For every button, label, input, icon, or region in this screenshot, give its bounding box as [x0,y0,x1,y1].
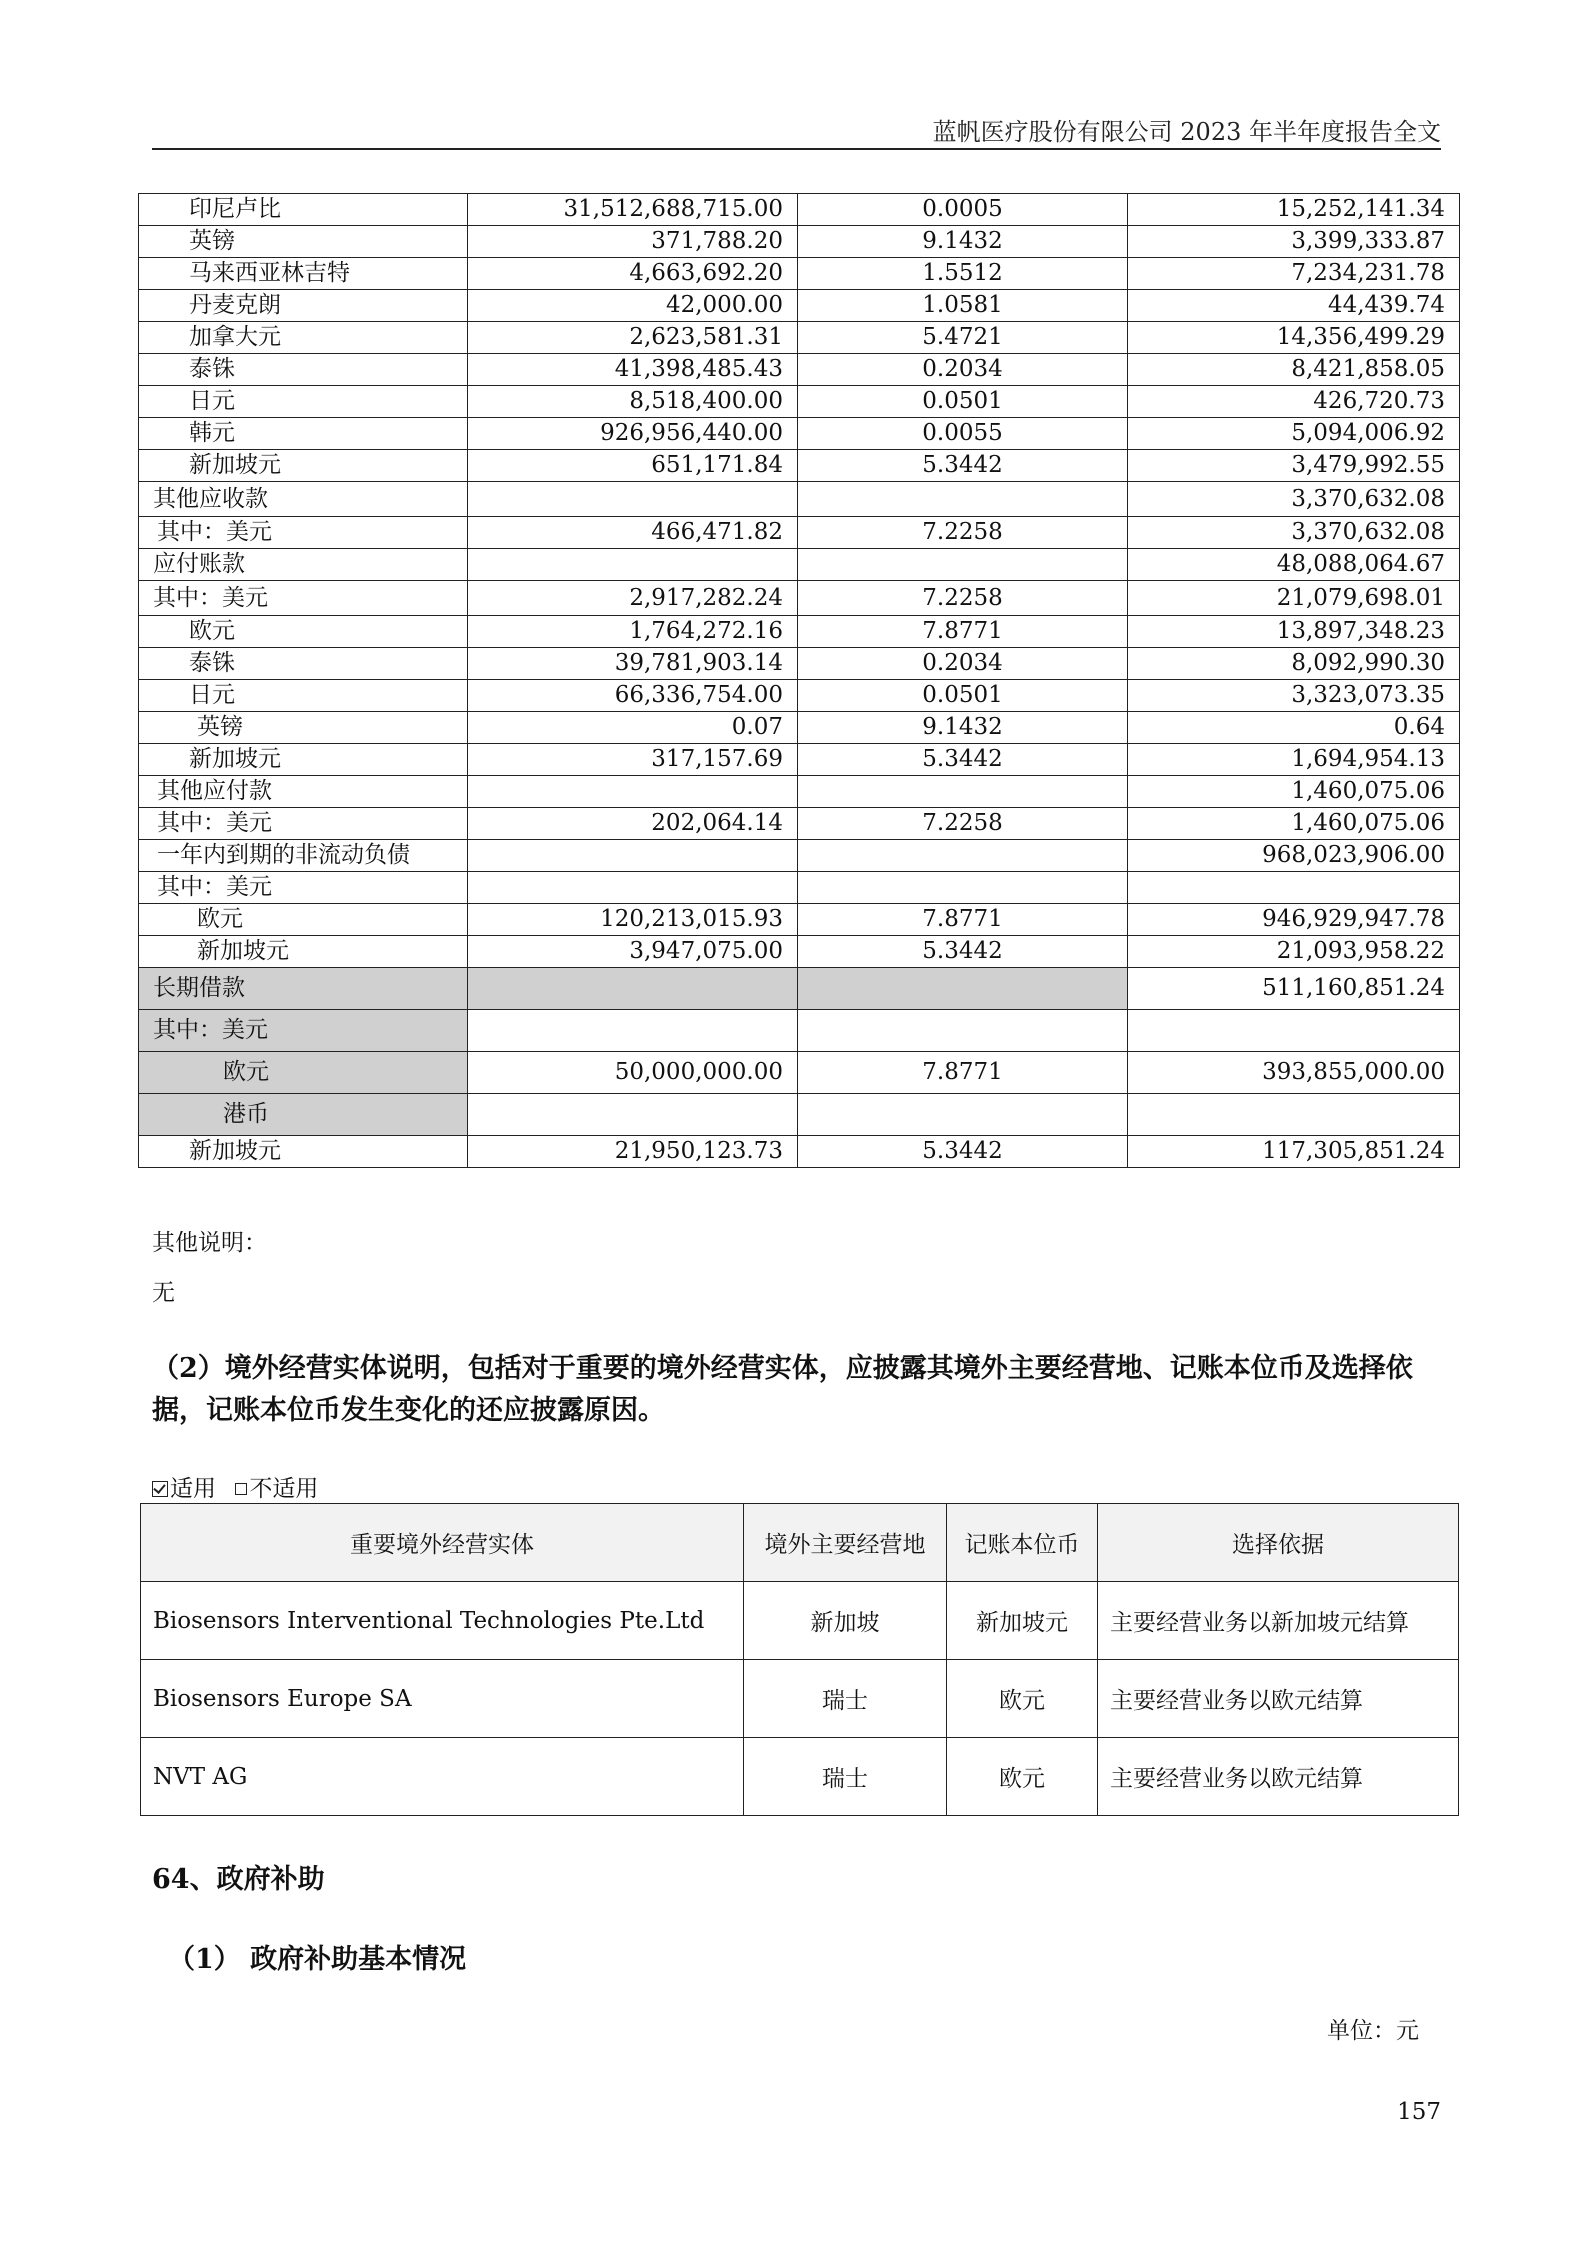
table-row [139,1052,1460,1094]
rmb-amount [1128,872,1460,904]
rmb-amount: 511,160,851.24 [1128,968,1460,1010]
table-row [141,1660,1459,1738]
exchange-rate: 1.0581 [798,290,1128,322]
exchange-rate: 7.8771 [798,904,1128,936]
foreign-amount [468,968,798,1010]
rmb-amount: 21,093,958.22 [1128,936,1460,968]
exchange-rate: 0.0055 [798,418,1128,450]
row-label: 长期借款 [139,968,468,1010]
table-row [139,482,1460,517]
row-label: 应付账款 [139,549,468,581]
table-row [139,744,1460,776]
rmb-amount: 21,079,698.01 [1128,581,1460,616]
exchange-rate [798,872,1128,904]
not-applicable-label: 不适用 [249,1476,319,1502]
table-row [139,840,1460,872]
foreign-amount [468,776,798,808]
operating-location: 瑞士 [744,1738,947,1816]
rmb-amount: 117,305,851.24 [1128,1136,1460,1168]
table-row [139,904,1460,936]
exchange-rate: 9.1432 [798,712,1128,744]
rmb-amount: 5,094,006.92 [1128,418,1460,450]
table-row [139,290,1460,322]
exchange-rate: 5.3442 [798,1136,1128,1168]
foreign-amount [468,1010,798,1052]
exchange-rate: 0.0501 [798,680,1128,712]
rmb-amount: 13,897,348.23 [1128,616,1460,648]
table-row [139,872,1460,904]
foreign-amount: 66,336,754.00 [468,680,798,712]
row-label: 泰铢 [139,648,468,680]
exchange-rate: 7.2258 [798,581,1128,616]
foreign-amount: 1,764,272.16 [468,616,798,648]
exchange-rate [798,840,1128,872]
exchange-rate [798,549,1128,581]
rmb-amount: 48,088,064.67 [1128,549,1460,581]
column-header: 境外主要经营地 [744,1504,947,1582]
row-label: 其中：美元 [139,872,468,904]
row-label: 新加坡元 [139,744,468,776]
table-row [139,1010,1460,1052]
table-row [139,354,1460,386]
rmb-amount: 3,370,632.08 [1128,482,1460,517]
rmb-amount: 393,855,000.00 [1128,1052,1460,1094]
row-label: 欧元 [139,616,468,648]
exchange-rate: 0.2034 [798,354,1128,386]
applicability-options [152,1470,318,1503]
table-row [141,1738,1459,1816]
exchange-rate: 7.8771 [798,1052,1128,1094]
other-notes-label: 其他说明： [152,1230,267,1256]
section-64-heading: 64、政府补助 [152,1864,325,1895]
table-row [141,1582,1459,1660]
rmb-amount: 8,092,990.30 [1128,648,1460,680]
foreign-amount: 2,623,581.31 [468,322,798,354]
table-row [139,322,1460,354]
exchange-rate [798,968,1128,1010]
selection-basis: 主要经营业务以新加坡元结算 [1098,1582,1459,1660]
rmb-amount: 1,460,075.06 [1128,808,1460,840]
rmb-amount [1128,1010,1460,1052]
table-row [139,808,1460,840]
exchange-rate [798,1010,1128,1052]
rmb-amount: 3,399,333.87 [1128,226,1460,258]
foreign-amount: 466,471.82 [468,517,798,549]
row-label: 港币 [139,1094,468,1136]
functional-currency: 欧元 [947,1738,1098,1816]
exchange-rate [798,1094,1128,1136]
row-label: 日元 [139,680,468,712]
exchange-rate: 0.0501 [798,386,1128,418]
foreign-amount [468,482,798,517]
exchange-rate [798,482,1128,517]
foreign-amount: 4,663,692.20 [468,258,798,290]
rmb-amount: 946,929,947.78 [1128,904,1460,936]
entity-name: Biosensors Europe SA [141,1660,744,1738]
exchange-rate: 5.3442 [798,450,1128,482]
row-label: 一年内到期的非流动负债 [139,840,468,872]
row-label: 丹麦克朗 [139,290,468,322]
row-label: 新加坡元 [139,936,468,968]
overseas-entity-section-heading: （2）境外经营实体说明，包括对于重要的境外经营实体，应披露其境外主要经营地、记账本位币及选择依据，记账本位币发生变化的还应披露原因。 [152,1353,1413,1426]
rmb-amount: 44,439.74 [1128,290,1460,322]
column-header: 选择依据 [1098,1504,1459,1582]
applicable-label: 适用 [170,1476,216,1502]
row-label: 韩元 [139,418,468,450]
row-label: 其中：美元 [139,808,468,840]
exchange-rate [798,776,1128,808]
entity-name: NVT AG [141,1738,744,1816]
foreign-amount [468,872,798,904]
functional-currency: 新加坡元 [947,1582,1098,1660]
table-row [139,968,1460,1010]
exchange-rate: 1.5512 [798,258,1128,290]
row-label: 日元 [139,386,468,418]
table-row [139,226,1460,258]
page-number: 157 [1397,2099,1441,2125]
table-row [139,258,1460,290]
rmb-amount: 1,460,075.06 [1128,776,1460,808]
row-label: 新加坡元 [139,1136,468,1168]
exchange-rate: 9.1432 [798,226,1128,258]
table-header-row [141,1504,1459,1582]
checked-box-icon [152,1481,168,1497]
table-row [139,194,1460,226]
row-label: 其他应付款 [139,776,468,808]
row-label: 欧元 [139,904,468,936]
exchange-rate: 5.3442 [798,936,1128,968]
table-row [139,517,1460,549]
row-label: 印尼卢比 [139,194,468,226]
foreign-amount [468,549,798,581]
table-row [139,549,1460,581]
foreign-amount: 202,064.14 [468,808,798,840]
column-header: 重要境外经营实体 [141,1504,744,1582]
table-row [139,776,1460,808]
rmb-amount: 0.64 [1128,712,1460,744]
operating-location: 新加坡 [744,1582,947,1660]
row-label: 其中：美元 [139,581,468,616]
row-label: 新加坡元 [139,450,468,482]
table-row [139,680,1460,712]
row-label: 欧元 [139,1052,468,1094]
subsidy-overview-heading: （1） 政府补助基本情况 [168,1944,467,1975]
fx-balance-table [138,193,1460,1168]
foreign-amount: 651,171.84 [468,450,798,482]
exchange-rate: 0.0005 [798,194,1128,226]
rmb-amount [1128,1094,1460,1136]
rmb-amount: 3,479,992.55 [1128,450,1460,482]
report-header-title: 蓝帆医疗股份有限公司 2023 年半年度报告全文 [932,118,1441,146]
table-row [139,450,1460,482]
foreign-amount: 21,950,123.73 [468,1136,798,1168]
header-divider [152,148,1441,150]
foreign-amount: 41,398,485.43 [468,354,798,386]
foreign-amount: 31,512,688,715.00 [468,194,798,226]
unchecked-box-icon [235,1483,247,1495]
column-header: 记账本位币 [947,1504,1098,1582]
row-label: 英镑 [139,712,468,744]
other-notes-value: 无 [152,1280,175,1306]
foreign-amount: 39,781,903.14 [468,648,798,680]
table-row [139,581,1460,616]
foreign-amount [468,1094,798,1136]
table-row [139,648,1460,680]
row-label: 英镑 [139,226,468,258]
rmb-amount: 7,234,231.78 [1128,258,1460,290]
selection-basis: 主要经营业务以欧元结算 [1098,1660,1459,1738]
row-label: 泰铢 [139,354,468,386]
exchange-rate: 7.2258 [798,517,1128,549]
overseas-entities-table [140,1503,1459,1816]
exchange-rate: 7.8771 [798,616,1128,648]
table-row [139,712,1460,744]
entity-name: Biosensors Interventional Technologies Pte.Ltd [141,1582,744,1660]
row-label: 其他应收款 [139,482,468,517]
rmb-amount: 426,720.73 [1128,386,1460,418]
foreign-amount: 50,000,000.00 [468,1052,798,1094]
table-row [139,418,1460,450]
exchange-rate: 0.2034 [798,648,1128,680]
row-label: 其中：美元 [139,517,468,549]
unit-label: 单位：元 [1327,2018,1419,2044]
table-row [139,386,1460,418]
rmb-amount: 968,023,906.00 [1128,840,1460,872]
foreign-amount: 120,213,015.93 [468,904,798,936]
foreign-amount: 8,518,400.00 [468,386,798,418]
row-label: 马来西亚林吉特 [139,258,468,290]
foreign-amount [468,840,798,872]
rmb-amount: 3,370,632.08 [1128,517,1460,549]
foreign-amount: 3,947,075.00 [468,936,798,968]
table-row [139,1136,1460,1168]
table-row [139,1094,1460,1136]
row-label: 其中：美元 [139,1010,468,1052]
exchange-rate: 5.4721 [798,322,1128,354]
foreign-amount: 2,917,282.24 [468,581,798,616]
exchange-rate: 5.3442 [798,744,1128,776]
foreign-amount: 317,157.69 [468,744,798,776]
rmb-amount: 14,356,499.29 [1128,322,1460,354]
rmb-amount: 15,252,141.34 [1128,194,1460,226]
foreign-amount: 42,000.00 [468,290,798,322]
table-row [139,616,1460,648]
foreign-amount: 0.07 [468,712,798,744]
functional-currency: 欧元 [947,1660,1098,1738]
table-row [139,936,1460,968]
foreign-amount: 371,788.20 [468,226,798,258]
exchange-rate: 7.2258 [798,808,1128,840]
operating-location: 瑞士 [744,1660,947,1738]
selection-basis: 主要经营业务以欧元结算 [1098,1738,1459,1816]
rmb-amount: 1,694,954.13 [1128,744,1460,776]
rmb-amount: 8,421,858.05 [1128,354,1460,386]
foreign-amount: 926,956,440.00 [468,418,798,450]
rmb-amount: 3,323,073.35 [1128,680,1460,712]
row-label: 加拿大元 [139,322,468,354]
